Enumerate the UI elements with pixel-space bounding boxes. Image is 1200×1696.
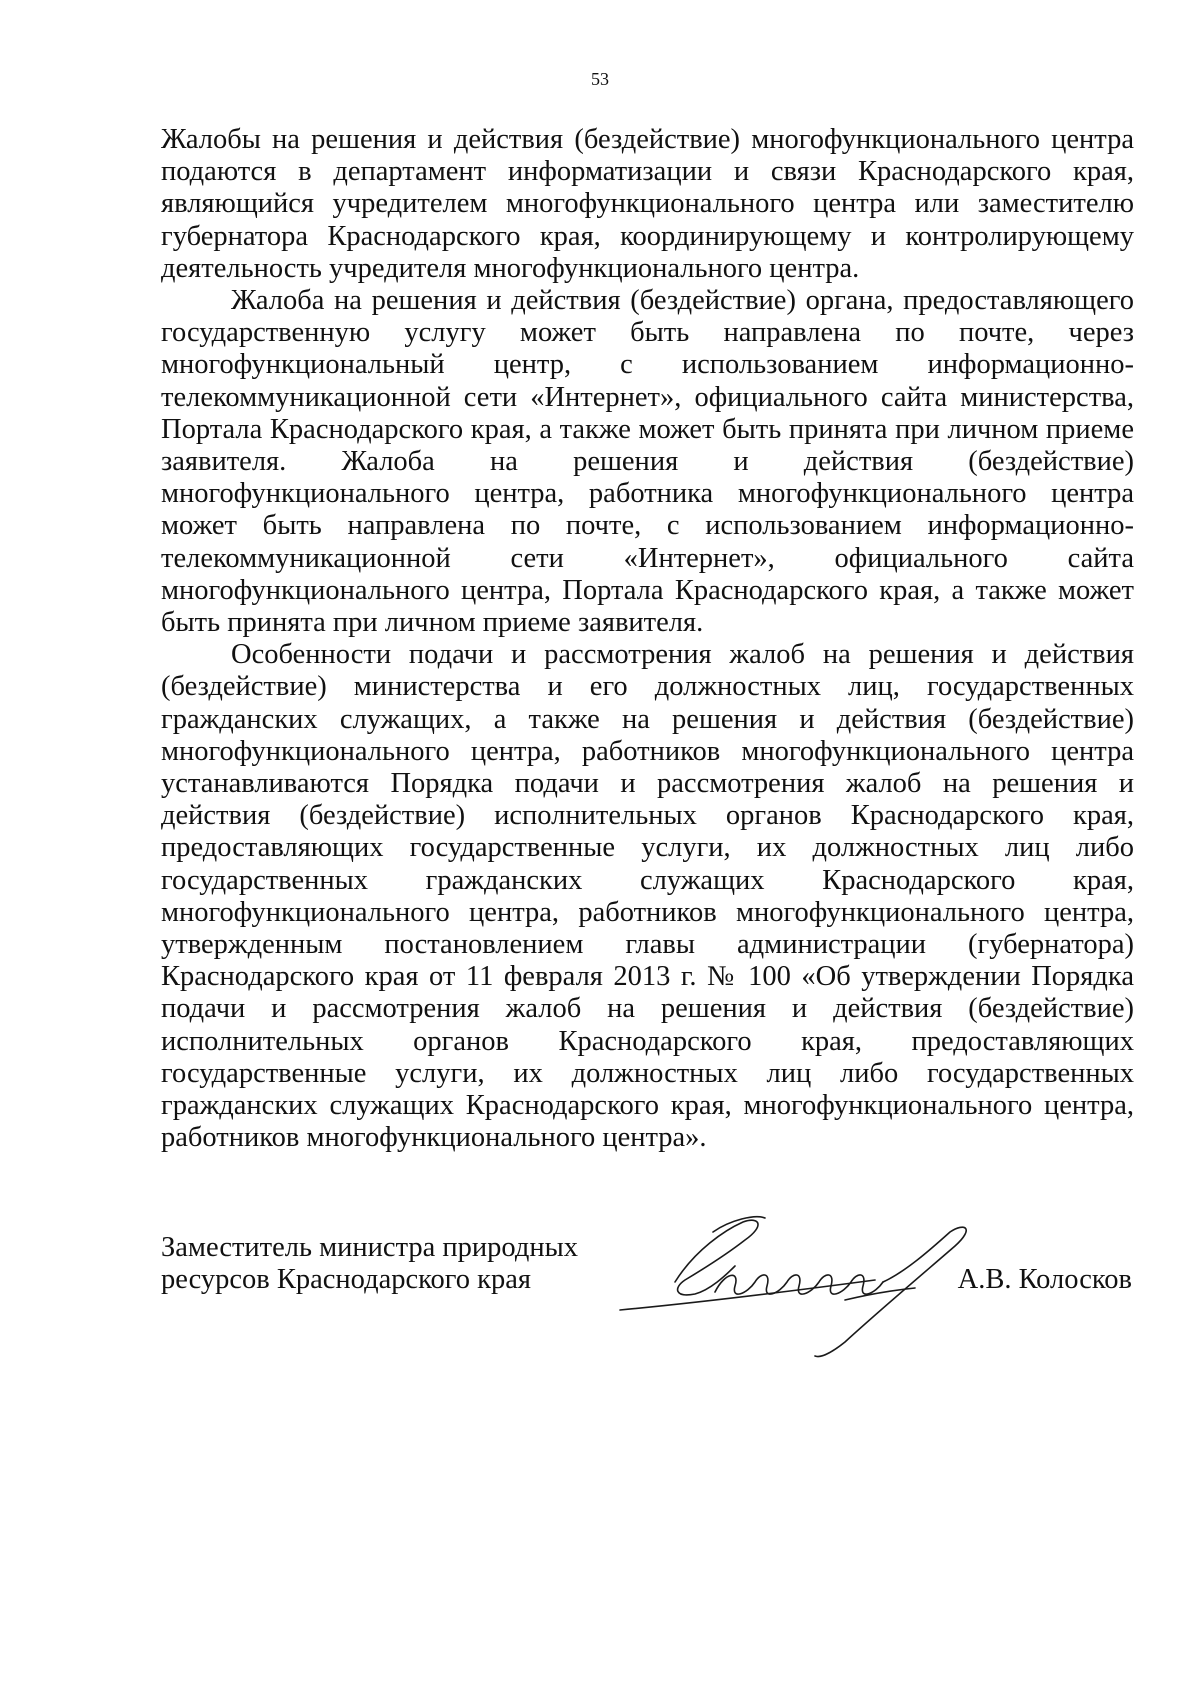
signatory-position <box>161 1232 578 1296</box>
signature-cross-stroke <box>845 1288 915 1300</box>
signatory-position-line-1: Заместитель министра природных <box>161 1232 578 1263</box>
document-body <box>161 124 1134 1155</box>
signatory-position-line-2: ресурсов Краснодарского края <box>161 1264 532 1296</box>
signature-underline-stroke <box>620 1280 875 1310</box>
page-number: 53 <box>591 69 609 89</box>
signer-name: А.В. Колосков <box>957 1264 1132 1295</box>
paragraph-2: Жалоба на решения и действия (бездействие) органа, предоставляющего государственную услугу может быть направлена по почте, через многофункциональный центр, с использованием информационно-телекоммуникационной сети «Интернет», официального сайта министерства, Портала Краснодарского края, а также может быть принята при личном приеме заявителя. Жалоба на решения и действия (бездействие) многофункционального центра, работника многофункционального центра может быть направлена по почте, с использованием информационно-телекоммуникационной сети «Интернет», официального сайта многофункционального центра, Портала Краснодарского края, а также может быть принята при личном приеме заявителя. <box>161 285 1134 639</box>
signature-cursive-loops <box>715 1275 883 1294</box>
paragraph-3: Особенности подачи и рассмотрения жалоб на решения и действия (бездействие) министерства и его должностных лиц, государственных гражданских служащих, а также на решения и действия (бездействие) многофункционального центра, работников многофункционального центра устанавливаются Порядка подачи и рассмотрения жалоб на решения и действия (бездействие) исполнительных органов Краснодарского края, предоставляющих государственные услуги, их должностных лиц либо государственных гражданских служащих Краснодарского края, многофункционального центра, работников многофункционального центра, утвержденным постановлением главы администрации (губернатора) Краснодарского края от 11 февраля 2013 г. № 100 «Об утверждении Порядка подачи и рассмотрения жалоб на решения и действия (бездействие) исполнительных органов Краснодарского края, предоставляющих государственные услуги, их должностных лиц либо государственных гражданских служащих Краснодарского края, многофункционального центра, работников многофункционального центра». <box>161 639 1134 1154</box>
paragraph-1: Жалобы на решения и действия (бездействие) многофункционального центра подаются в департамент информатизации и связи Краснодарского края, являющийся учредителем многофункционального центра или заместителю губернатора Краснодарского края, координирующему и контролирующему деятельность учредителя многофункционального центра. <box>161 124 1134 284</box>
signature-initial-loop <box>675 1220 758 1295</box>
